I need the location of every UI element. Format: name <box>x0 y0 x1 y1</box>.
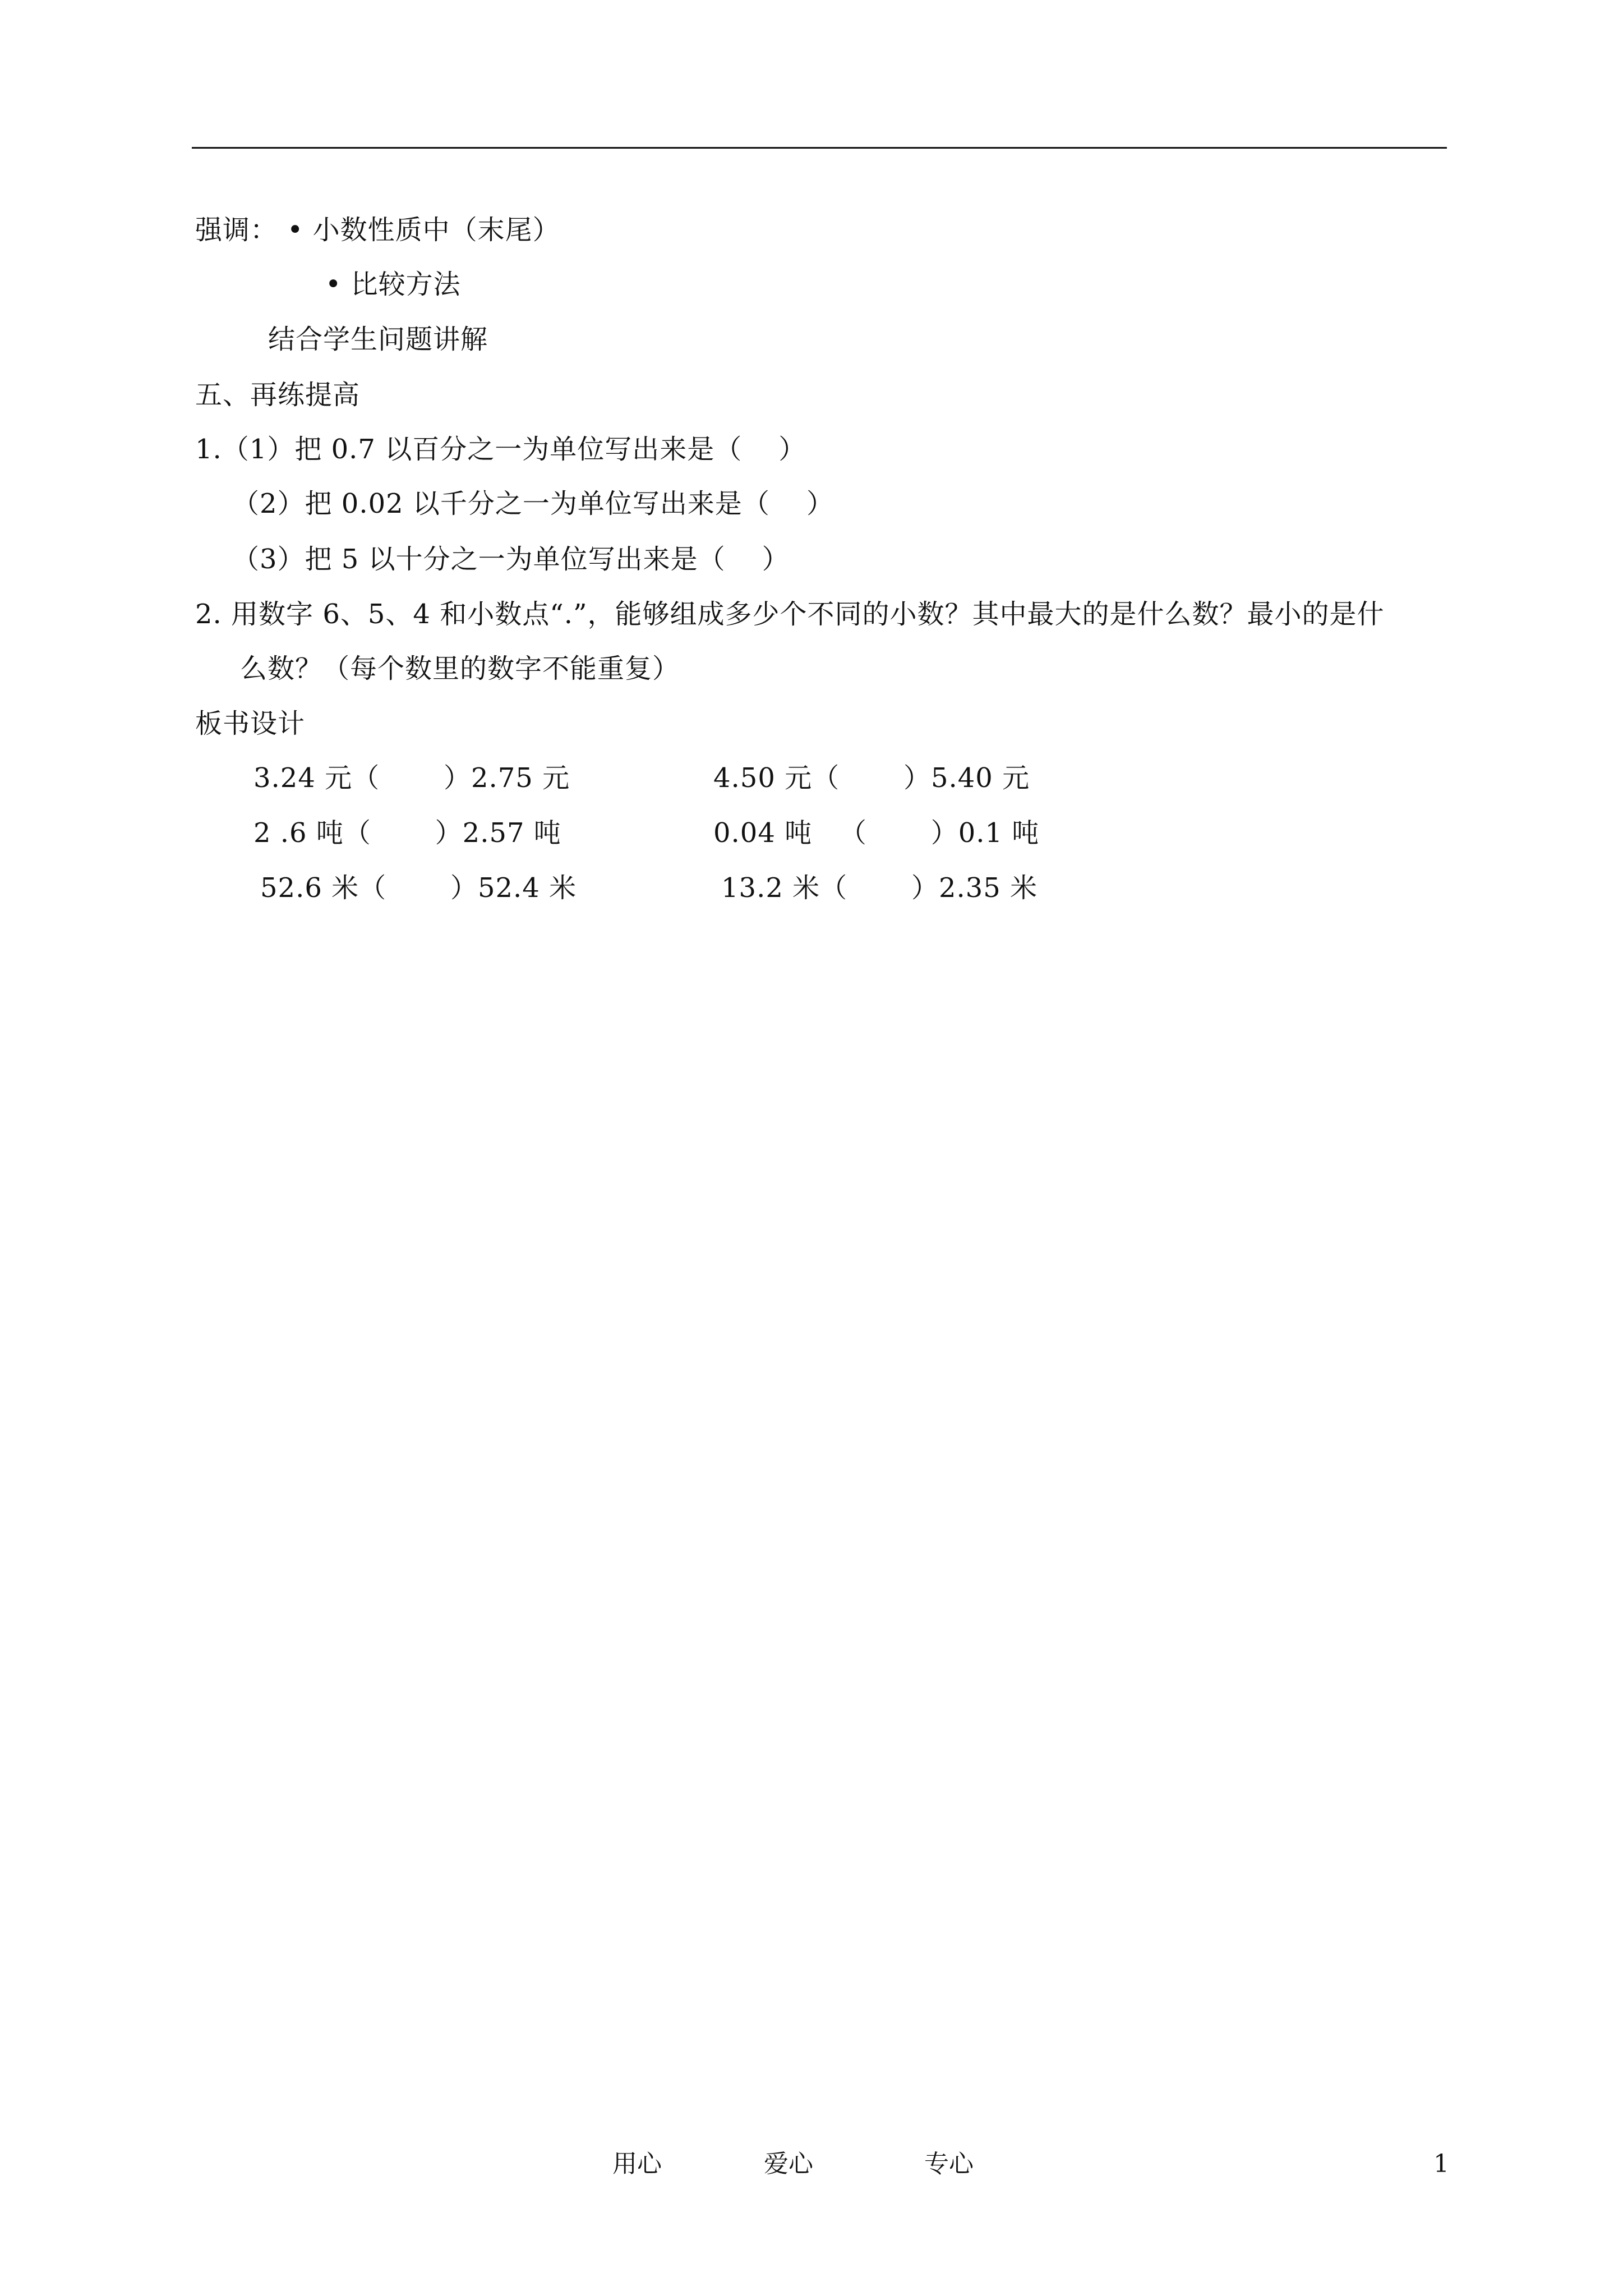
emphasis-point-1: • 小数性质中（末尾） <box>287 214 560 246</box>
section-five-heading: 五、再练提高 <box>195 379 361 411</box>
header-rule <box>192 147 1447 149</box>
footer-motto-3: 专心 <box>924 2150 974 2178</box>
question-2-line-1: 2. 用数字 6、5、4 和小数点“.”，能够组成多少个不同的小数？其中最大的是什么数？最小的是什 <box>195 599 1385 630</box>
question-1-part-3: （3）把 5 以十分之一为单位写出来是（ ） <box>232 544 790 575</box>
board-row-2-right: 0.04 吨 （ ）0.1 吨 <box>713 817 1040 849</box>
board-row-3-left: 52.6 米（ ）52.4 米 <box>260 872 577 904</box>
board-row-3-right: 13.2 米（ ）2.35 米 <box>721 872 1038 904</box>
question-1-part-1: 1.（1）把 0.7 以百分之一为单位写出来是（ ） <box>195 434 806 465</box>
emphasis-label: 强调： <box>195 214 278 246</box>
board-heading: 板书设计 <box>195 708 306 739</box>
question-1-part-2: （2）把 0.02 以千分之一为单位写出来是（ ） <box>232 488 834 519</box>
board-row-2-left: 2 .6 吨（ ）2.57 吨 <box>253 817 561 849</box>
question-2-line-2: 么数？（每个数里的数字不能重复） <box>240 653 680 684</box>
footer-motto-2: 爱心 <box>764 2150 813 2178</box>
board-row-1-left: 3.24 元（ ）2.75 元 <box>253 762 570 794</box>
footer-motto-1: 用心 <box>612 2150 662 2178</box>
emphasis-point-2: • 比较方法 <box>325 269 461 300</box>
emphasis-note: 结合学生问题讲解 <box>268 324 488 355</box>
page-number: 1 <box>1433 2150 1449 2178</box>
board-row-1-right: 4.50 元（ ）5.40 元 <box>713 762 1030 794</box>
